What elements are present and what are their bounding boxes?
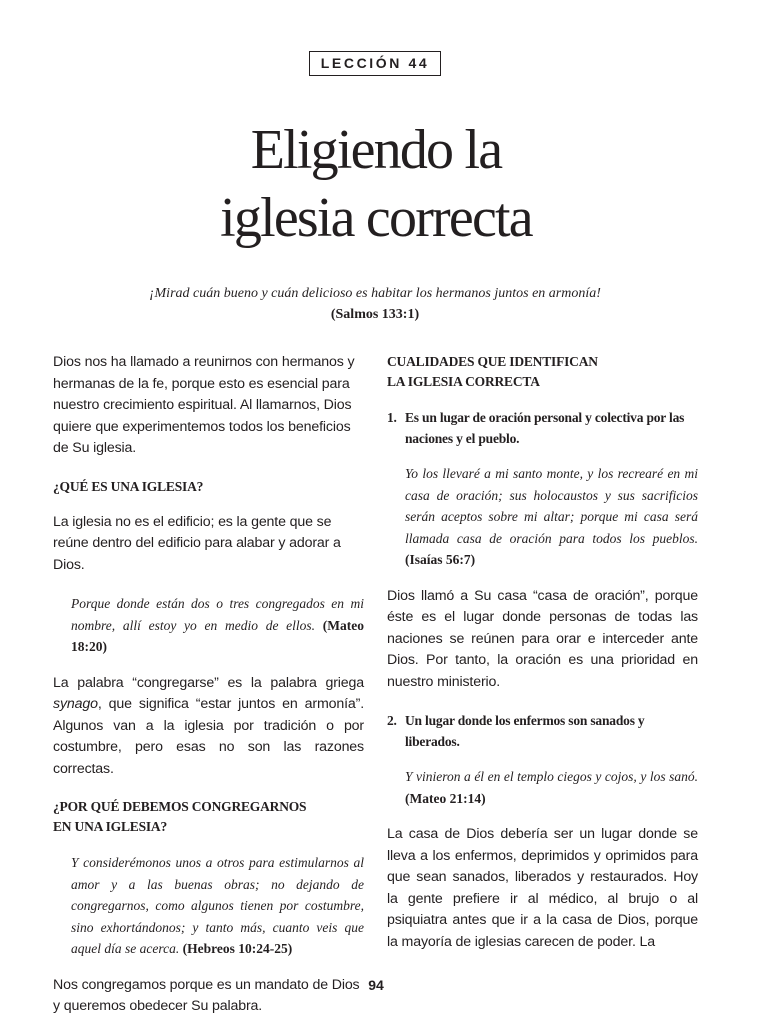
list-number: 2. [387,713,397,728]
heading-line: ¿QUÉ ES UNA IGLESIA? [53,478,204,494]
epigraph-reference: (Salmos 133:1) [330,307,420,322]
left-column [53,352,364,1035]
title-line-1: Eligiendo la [250,119,502,181]
heading-line-2: LA IGLESIA CORRECTA [387,374,540,389]
title-line-2: iglesia correcta [220,187,532,249]
mandate-paragraph: Nos congregamos porque es un mandato de Dios y queremos obedecer Su palabra. [53,976,360,1014]
section-heading-why-congregate [53,797,364,837]
quote-reference: (Hebreos 10:24-25) [182,941,293,956]
quote-reference: (Isaías 56:7) [405,552,476,567]
synago-paragraph [53,673,364,781]
page-title [0,116,752,252]
quote-text: Y vinieron a él en el templo ciegos y cojos, y los sanó. [405,769,698,784]
synago-text-b: , que significa “estar juntos en armonía”. Algunos van a la iglesia por tradición o por costumbre, pero esas no son las razones correctas. [53,696,364,777]
list-number: 1. [387,410,397,425]
quote-text: Yo los llevaré a mi santo monte, y los recrearé en mi casa de oración; sus holocaustos y sus sacrificios serán aceptos sobre mi altar; porque mi casa será llamada casa de oración para todos los pueblos. [405,466,698,546]
list-item-2 [387,710,698,752]
quote-text: Porque donde están dos o tres congregados en mi nombre, allí estoy yo en medio de ellos. [71,596,364,633]
epigraph-quote: ¡Mirad cuán bueno y cuán delicioso es habitar los hermanos juntos en armonía! [149,286,601,301]
synago-text-a: La palabra “congregarse” es la palabra griega [53,674,364,691]
quote-text: Y considerémonos unos a otros para estimularnos al amor y a las buenas obras; no dejando de congregarnos, como algunos tienen por costumbre, sino exhortándonos; y tanto más, cuanto veis que aquel día se acerca. [71,855,364,956]
scripture-quote-mateo-21-14 [405,766,698,809]
house-of-prayer-paragraph: Dios llamó a Su casa “casa de oración”, porque éste es el lugar donde personas de todas las naciones se reúnen para orar e interceder ante Dios. Por tanto, la oración es una prioridad en nuestro ministerio. [387,587,698,690]
intro-paragraph: Dios nos ha llamado a reunirnos con hermanos y hermanas de la fe, porque esto es esencial para nuestro crecimiento espiritual. Al llamarnos, Dios quiere que experimentemos todos los beneficios de Su iglesia. [53,354,355,456]
healing-paragraph: La casa de Dios debería ser un lugar donde se lleva a los enfermos, deprimidos y oprimidos para que sean sanados, liberados y restaurados. Hoy la gente prefiere ir al médico, al brujo o al psiquiatra antes que ir a la casa de Dios, porque la mayoría de iglesias carecen de poder. La [387,826,698,950]
synago-word: synago [53,696,98,712]
scripture-quote-mateo-18-20 [71,593,364,658]
right-column [387,352,698,970]
epigraph [60,283,690,325]
section-heading-qualities [387,352,698,392]
quote-reference: (Mateo 21:14) [405,790,486,806]
heading-line-1: ¿POR QUÉ DEBEMOS CONGREGARNOS [53,799,307,814]
lesson-label: LECCIÓN 44 [309,51,441,76]
list-item-text: Es un lugar de oración personal y colectiva por las naciones y el pueblo. [405,410,685,446]
scripture-quote-isaias-56-7 [405,463,698,571]
heading-line-1: CUALIDADES QUE IDENTIFICAN [387,354,598,369]
list-item-text: Un lugar donde los enfermos son sanados y liberados. [405,713,645,749]
list-item-1 [387,407,698,449]
quote-reference: (Mateo 18:20) [71,617,364,654]
scripture-quote-hebreos-10-24 [71,852,364,960]
church-definition-paragraph: La iglesia no es el edificio; es la gente que se reúne dentro del edificio para alabar y adorar a Dios. [53,513,341,573]
section-heading-what-is-church [53,477,364,497]
heading-line-2: EN UNA IGLESIA? [53,819,168,834]
page-number: 94 [368,977,384,993]
